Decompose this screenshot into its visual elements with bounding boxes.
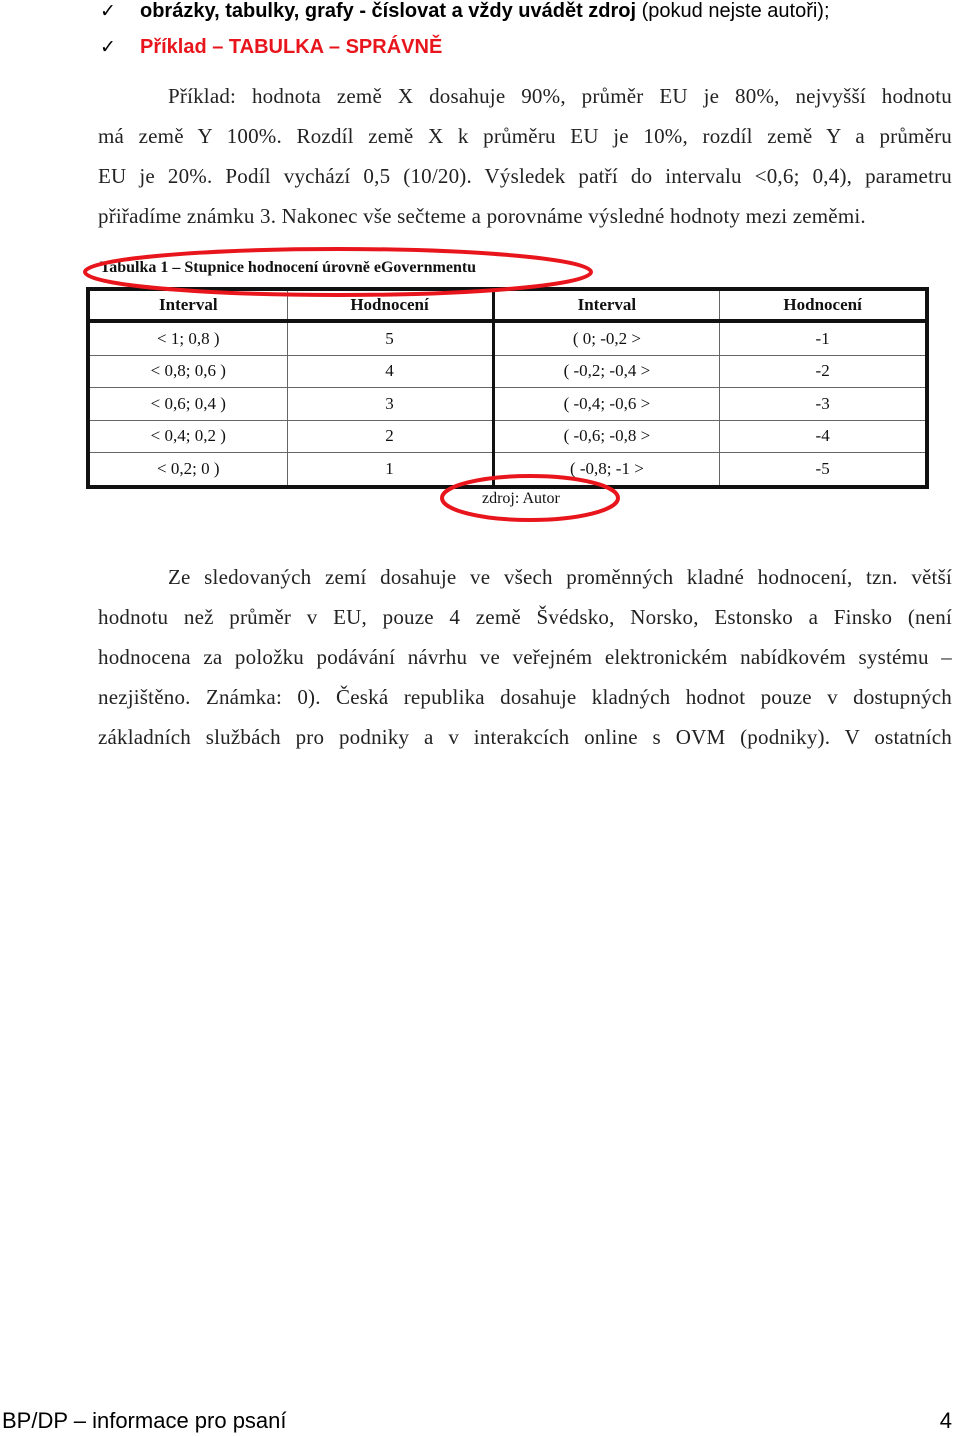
checkmark-icon: ✓ bbox=[100, 37, 116, 58]
table-cell: < 0,8; 0,6 ) bbox=[88, 355, 287, 388]
page-number: 4 bbox=[939, 1408, 952, 1433]
table-cell: 2 bbox=[287, 420, 493, 453]
table-cell: -3 bbox=[720, 388, 927, 421]
paragraph-line: základních službách pro podniky a v interakcích online s OVM (podniky). V ostatních bbox=[98, 725, 952, 749]
table-cell: < 0,4; 0,2 ) bbox=[88, 420, 287, 453]
table-row bbox=[88, 355, 927, 388]
table-cell: ( -0,2; -0,4 > bbox=[493, 355, 720, 388]
paragraph-line: Ze sledovaných zemí dosahuje ve všech proměnných kladné hodnocení, tzn. větší bbox=[168, 565, 952, 589]
table-cell: < 1; 0,8 ) bbox=[88, 321, 287, 355]
table-cell: -4 bbox=[720, 420, 927, 453]
table-cell: ( 0; -0,2 > bbox=[493, 321, 720, 355]
paragraph-line: nezjištěno. Známka: 0). Česká republika dosahuje kladných hodnot pouze v dostupných bbox=[98, 685, 952, 709]
paragraph-line: přiřadíme známku 3. Nakonec vše sečteme a porovnáme výsledné hodnoty mezi zeměmi. bbox=[98, 204, 866, 228]
checkmark-icon: ✓ bbox=[100, 1, 116, 22]
table-cell: ( -0,6; -0,8 > bbox=[493, 420, 720, 453]
footer-title: BP/DP – informace pro psaní bbox=[2, 1408, 287, 1433]
table-cell: < 0,2; 0 ) bbox=[88, 453, 287, 487]
bullet-bold-text: obrázky, tabulky, grafy - číslovat a vždy uvádět zdroj bbox=[140, 0, 637, 22]
rating-scale-table bbox=[86, 287, 929, 489]
header-rating: Hodnocení bbox=[287, 289, 493, 321]
table-cell: < 0,6; 0,4 ) bbox=[88, 388, 287, 421]
paragraph-line: má země Y 100%. Rozdíl země X k průměru EU je 10%, rozdíl země Y a průměru bbox=[98, 124, 952, 148]
table-cell: 5 bbox=[287, 321, 493, 355]
table-caption: Tabulka 1 – Stupnice hodnocení úrovně eGovernmentu bbox=[100, 259, 477, 276]
bullet-text bbox=[140, 0, 830, 23]
table-source: zdroj: Autor bbox=[482, 490, 560, 507]
paragraph-line: Příklad: hodnota země X dosahuje 90%, průměr EU je 80%, nejvyšší hodnotu bbox=[168, 84, 952, 108]
table-header-row bbox=[88, 289, 927, 321]
paragraph-line: hodnocena za položku podávání návrhu ve veřejném elektronickém nabídkovém systému – bbox=[98, 645, 952, 669]
table-row bbox=[88, 388, 927, 421]
table-row bbox=[88, 321, 927, 355]
table-cell: 1 bbox=[287, 453, 493, 487]
table-row bbox=[88, 453, 927, 487]
table-cell: -2 bbox=[720, 355, 927, 388]
header-rating: Hodnocení bbox=[720, 289, 927, 321]
header-interval: Interval bbox=[88, 289, 287, 321]
table-row bbox=[88, 420, 927, 453]
table-cell: -5 bbox=[720, 453, 927, 487]
table-cell: 3 bbox=[287, 388, 493, 421]
table-cell: -1 bbox=[720, 321, 927, 355]
paragraph-line: hodnotu než průměr v EU, pouze 4 země Švédsko, Norsko, Estonsko a Finsko (není bbox=[98, 605, 952, 629]
bullet-normal-text: (pokud nejste autoři); bbox=[636, 0, 830, 22]
example-heading-text: Příklad – TABULKA – SPRÁVNĚ bbox=[140, 36, 443, 58]
table-cell: ( -0,4; -0,6 > bbox=[493, 388, 720, 421]
header-interval: Interval bbox=[493, 289, 720, 321]
table-cell: ( -0,8; -1 > bbox=[493, 453, 720, 487]
paragraph-line: EU je 20%. Podíl vychází 0,5 (10/20). Výsledek patří do intervalu <0,6; 0,4), parametru bbox=[98, 164, 952, 188]
table-cell: 4 bbox=[287, 355, 493, 388]
